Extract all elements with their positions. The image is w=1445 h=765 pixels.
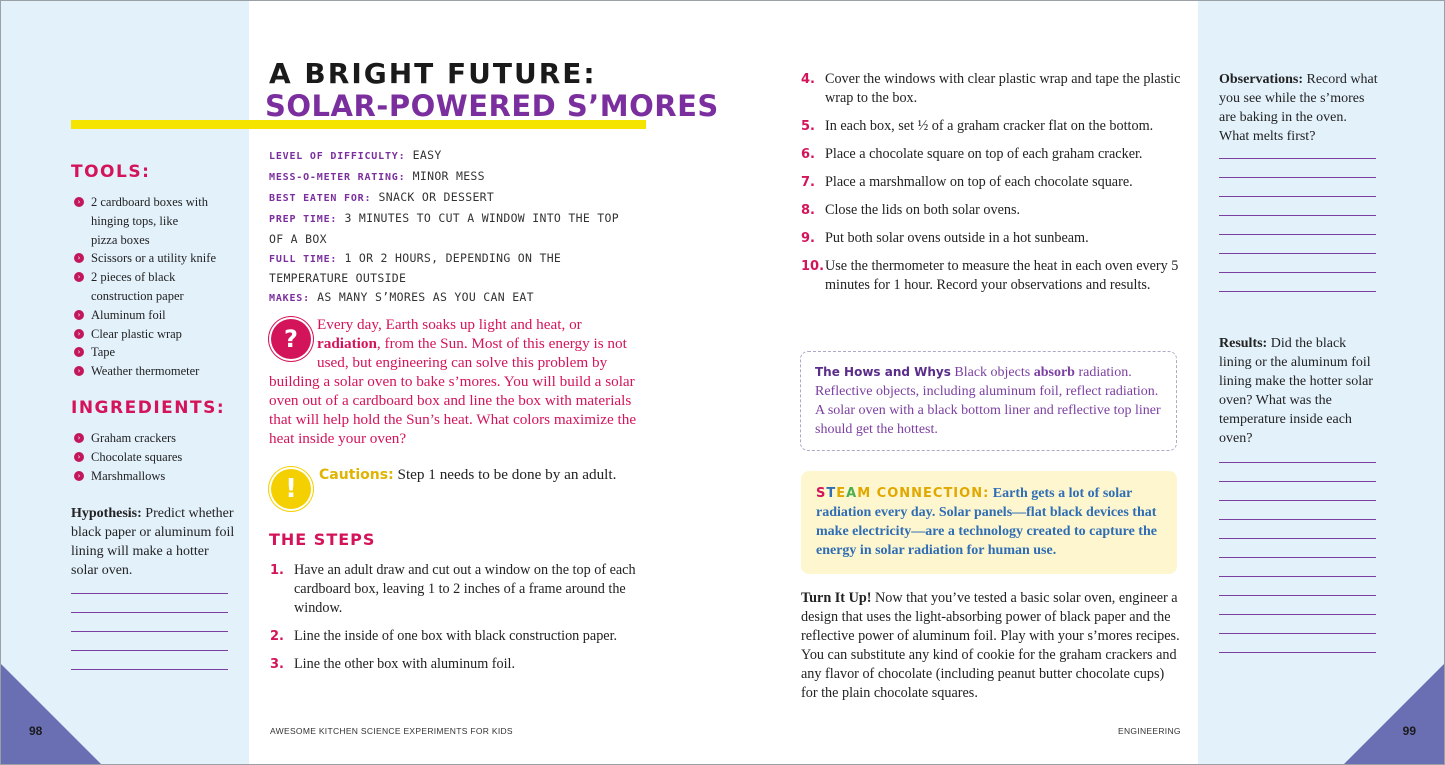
caution-note: Cautions: Step 1 needs to be done by an adult.: [319, 466, 617, 483]
page-number-left: 98: [29, 724, 43, 738]
results-prompt: Results: Did the black lining or the aluminum foil lining make the hotter solar oven? What was the temperature inside each oven?: [1219, 336, 1373, 446]
meta-makes: MAKES: AS MANY S’MORES AS YOU CAN EAT: [269, 290, 534, 305]
steps-list-left: [270, 561, 650, 674]
observations-write-lines[interactable]: [1219, 158, 1376, 310]
hows-and-whys-box: The Hows and Whys Black objects absorb radiation. Reflective objects, including aluminum foil, reflect radiation. A solar oven with a black bottom liner and reflective top liner should get the hottest.: [800, 351, 1177, 451]
list-item: › 2 pieces of black: [73, 268, 243, 287]
list-item: › 2 cardboard boxes with: [73, 193, 243, 212]
step-item: 3. Line the other box with aluminum foil.: [270, 656, 516, 672]
list-item: › Aluminum foil: [73, 306, 243, 325]
tools-list: [73, 193, 243, 381]
list-item: hinging tops, like: [91, 213, 179, 228]
list-item: › Weather thermometer: [73, 362, 243, 381]
bullet-arrow-icon: ›: [74, 310, 84, 320]
steps-list-right: [801, 70, 1181, 295]
ingredients-list: [73, 429, 243, 485]
list-item: › Marshmallows: [73, 467, 243, 486]
list-item: pizza boxes: [91, 232, 150, 247]
meta-full-time: FULL TIME: 1 OR 2 HOURS, DEPENDING ON THE TEMPERATURE OUTSIDE: [269, 250, 562, 286]
meta-mess: MESS-O-METER RATING: MINOR MESS: [269, 168, 485, 183]
page-title-line1: A BRIGHT FUTURE:: [269, 57, 597, 90]
bullet-arrow-icon: ›: [74, 433, 84, 443]
footer-book-title: AWESOME KITCHEN SCIENCE EXPERIMENTS FOR KIDS: [270, 726, 513, 736]
steam-connection-box: STEAM CONNECTION: Earth gets a lot of solar radiation every day. Solar panels—flat black devices that make electricity—are a technology created to capture the energy in solar radiation for human use.: [801, 471, 1177, 574]
steps-title: THE STEPS: [269, 530, 376, 549]
bullet-arrow-icon: ›: [74, 197, 84, 207]
question-badge-icon: ?: [271, 319, 311, 359]
step-item: 4. Cover the windows with clear plastic wrap and tape the plastic wrap to the box.: [801, 71, 1181, 106]
step-item: 6. Place a chocolate square on top of each graham cracker.: [801, 146, 1143, 162]
bullet-arrow-icon: ›: [74, 329, 84, 339]
caution-badge-icon: !: [271, 469, 311, 509]
recipe-meta: [269, 146, 639, 309]
bullet-arrow-icon: ›: [74, 366, 84, 376]
list-item: › Scissors or a utility knife: [73, 249, 243, 268]
steam-label: STEAM CONNECTION:: [816, 486, 990, 501]
hypothesis-write-lines[interactable]: [71, 593, 228, 688]
turn-it-up-paragraph: Turn It Up! Now that you’ve tested a basic solar oven, engineer a design that uses the light-absorbing power of black paper and the reflective power of aluminum foil. Play with your s’mores recipes. You can substitute any kind of cookie for the graham crackers and any flavor of chocolate (including peanut butter chocolate cups) for the plain chocolate squares.: [801, 590, 1180, 701]
observations-prompt: Observations: Record what you see while the s’mores are baking in the oven. What melts first?: [1219, 72, 1378, 144]
step-item: 2. Line the inside of one box with black construction paper.: [270, 628, 618, 644]
meta-best-eaten: BEST EATEN FOR: SNACK OR DESSERT: [269, 189, 495, 204]
tools-title: TOOLS:: [71, 162, 151, 182]
corner-decoration-right: [1344, 664, 1444, 764]
bullet-arrow-icon: ›: [74, 471, 84, 481]
bullet-arrow-icon: ›: [74, 452, 84, 462]
results-write-lines[interactable]: [1219, 462, 1376, 671]
list-item: construction paper: [91, 288, 184, 303]
list-item: › Clear plastic wrap: [73, 325, 243, 344]
intro-paragraph: Every day, Earth soaks up light and heat, or radiation, from the Sun. Most of this energy is not used, but engineering can solve this problem by building a solar oven to bake s’mores. You will build a solar oven out of a cardboard box and line the box with materials that will help hold the Sun’s heat. What colors maximize the heat inside your oven?: [269, 316, 637, 447]
footer-section-name: ENGINEERING: [1118, 726, 1181, 736]
bullet-arrow-icon: ›: [74, 272, 84, 282]
step-item: 7. Place a marshmallow on top of each chocolate square.: [801, 174, 1133, 190]
step-item: 9. Put both solar ovens outside in a hot sunbeam.: [801, 230, 1089, 246]
meta-prep-time: PREP TIME: 3 MINUTES TO CUT A WINDOW INTO THE TOP OF A BOX: [269, 210, 619, 246]
list-item: › Chocolate squares: [73, 448, 243, 467]
bullet-arrow-icon: ›: [74, 253, 84, 263]
step-item: 5. In each box, set ½ of a graham cracker flat on the bottom.: [801, 118, 1154, 134]
list-item: › Tape: [73, 343, 243, 362]
page-number-right: 99: [1402, 724, 1416, 738]
step-item: 10. Use the thermometer to measure the heat in each oven every 5 minutes for 1 hour. Record your observations and results.: [801, 258, 1179, 293]
hypothesis-prompt: Hypothesis: Predict whether black paper or aluminum foil lining will make a hotter solar oven.: [71, 506, 235, 578]
page-title-line2: SOLAR-POWERED S’MORES: [265, 89, 719, 123]
step-item: 1. Have an adult draw and cut out a window on the top of each cardboard box, leaving 1 to 2 inches of a frame around the window.: [270, 562, 636, 616]
list-item: › Graham crackers: [73, 429, 243, 448]
bullet-arrow-icon: ›: [74, 347, 84, 357]
ingredients-title: INGREDIENTS:: [71, 398, 226, 418]
step-item: 8. Close the lids on both solar ovens.: [801, 202, 1021, 218]
meta-difficulty: LEVEL OF DIFFICULTY: EASY: [269, 148, 442, 162]
